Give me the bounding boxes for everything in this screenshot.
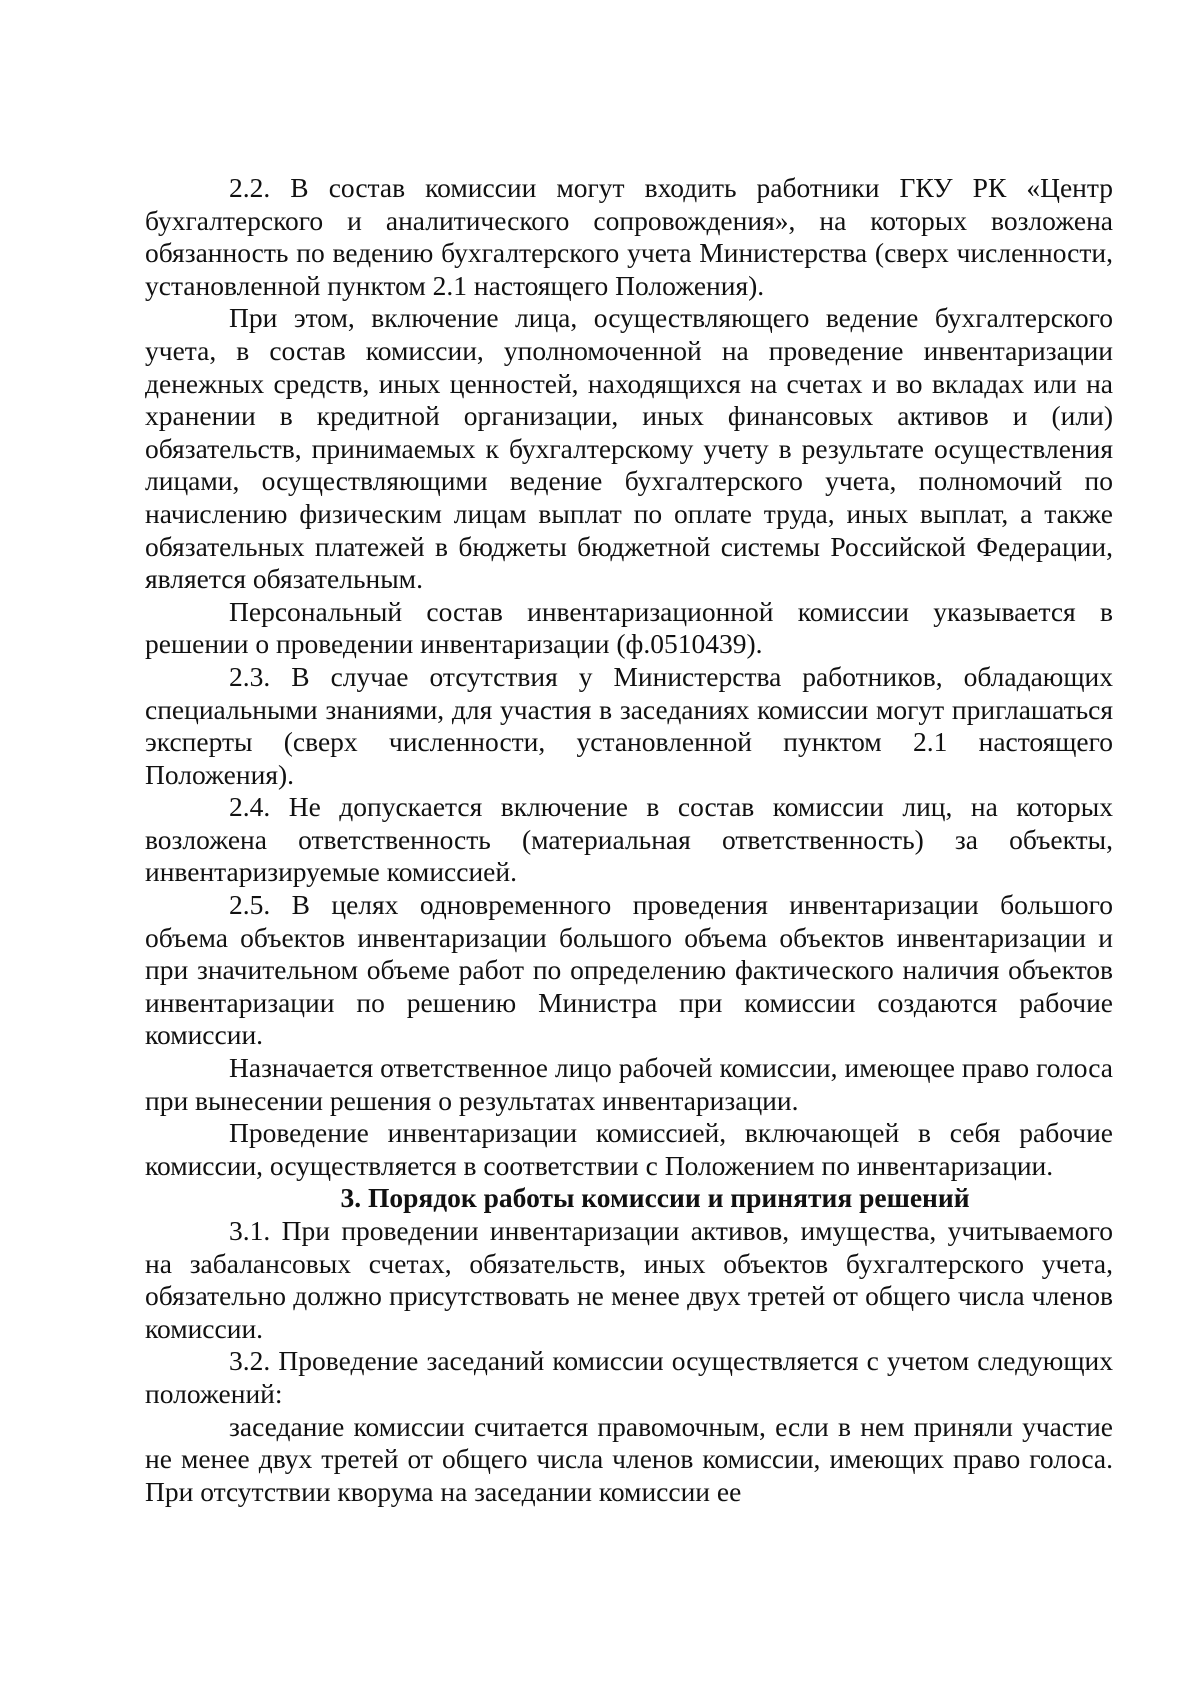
paragraph-3-1: 3.1. При проведении инвентаризации активов, имущества, учитываемого на забалансовых счетах, обязательств, иных объектов бухгалтерского учета, обязательно должно присутствовать не менее двух третей от общего числа членов комиссии. [145, 1215, 1113, 1344]
paragraph-working-commissions: Проведение инвентаризации комиссией, включающей в себя рабочие комиссии, осуществляется в соответствии с Положением по инвентаризации. [145, 1117, 1113, 1181]
paragraph-2-3: 2.3. В случае отсутствия у Министерства работников, обладающих специальными знаниями, для участия в заседаниях комиссии могут приглашаться эксперты (сверх численности, установленной пунктом 2.1 настоящего Положения). [145, 660, 1113, 790]
paragraph-3-2: 3.2. Проведение заседаний комиссии осуществляется с учетом следующих положений: [145, 1345, 1113, 1409]
paragraph-quorum: заседание комиссии считается правомочным, если в нем приняли участие не менее двух третей от общего числа членов комиссии, имеющих право голоса. При отсутствии кворума на заседании комиссии ее [145, 1410, 1113, 1507]
paragraph-2-5: 2.5. В целях одновременного проведения инвентаризации большого объема объектов инвентаризации большого объема объектов инвентаризации и при значительном объеме работ по определению фактического наличия объектов инвентаризации по решению Министра при комиссии создаются рабочие комиссии. [145, 889, 1113, 1051]
paragraph-personal-composition: Персональный состав инвентаризационной комиссии указывается в решении о проведении инвентаризации (ф.0510439). [145, 595, 1113, 660]
paragraph-accountant-inclusion: При этом, включение лица, осуществляющего ведение бухгалтерского учета, в состав комиссии, уполномоченной на проведение инвентаризации денежных средств, иных ценностей, находящихся на счетах и во вкладах или на хранении в кредитной организации, иных финансовых активов и (или) обязательств, принимаемых к бухгалтерскому учету в результате осуществления лицами, осуществляющими ведение бухгалтерского учета, полномочий по начислению физическим лицам выплат по оплате труда, иных выплат, а также обязательных платежей в бюджеты бюджетной системы Российской Федерации, является обязательным. [145, 302, 1113, 595]
document-body [145, 172, 1113, 1508]
paragraph-2-2: 2.2. В состав комиссии могут входить работники ГКУ РК «Центр бухгалтерского и аналитического сопровождения», на которых возложена обязанность по ведению бухгалтерского учета Министерства (сверх численности, установленной пунктом 2.1 настоящего Положения). [145, 172, 1113, 301]
section-heading: 3. Порядок работы комиссии и принятия решений [340, 1182, 970, 1214]
paragraph-2-4: 2.4. Не допускается включение в состав комиссии лиц, на которых возложена ответственность (материальная ответственность) за объекты, инвентаризируемые комиссией. [145, 791, 1113, 888]
paragraph-responsible-person: Назначается ответственное лицо рабочей комиссии, имеющее право голоса при вынесении решения о результатах инвентаризации. [145, 1052, 1113, 1116]
